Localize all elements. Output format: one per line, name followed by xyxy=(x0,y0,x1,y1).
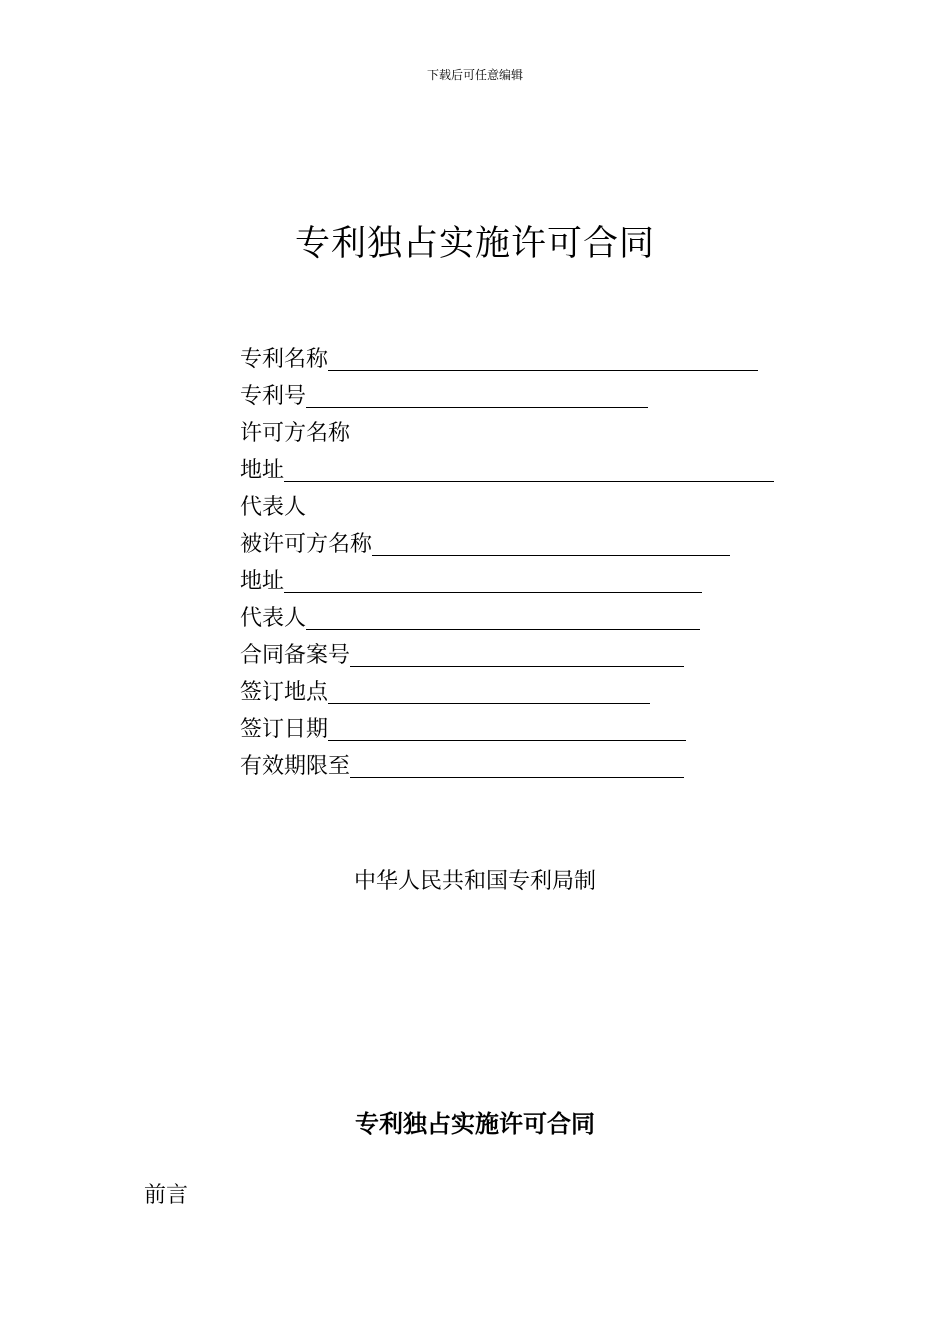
field-label: 代表人 xyxy=(240,606,307,631)
blank-line xyxy=(350,640,684,667)
field-licensor-name xyxy=(240,412,840,449)
header-note: 下载后可任意编辑 xyxy=(426,68,523,82)
cover-title: 专利独占实施许可合同 xyxy=(294,224,655,264)
field-signing-place xyxy=(240,671,840,708)
blank-line xyxy=(306,381,648,408)
field-licensee-address xyxy=(240,560,840,597)
blank-line xyxy=(328,714,686,741)
blank-line xyxy=(372,529,730,556)
field-label: 签订日期 xyxy=(240,717,329,742)
field-valid-until xyxy=(240,745,840,782)
field-licensee-representative xyxy=(240,597,840,634)
field-licensee-name xyxy=(240,523,840,560)
field-licensor-representative xyxy=(240,486,840,523)
cover-fields xyxy=(240,338,840,782)
blank-line xyxy=(284,455,774,482)
blank-line xyxy=(350,751,684,778)
field-label: 地址 xyxy=(240,458,285,483)
field-label: 合同备案号 xyxy=(240,643,351,668)
field-label: 代表人 xyxy=(240,495,307,520)
field-label: 专利名称 xyxy=(240,347,329,372)
field-contract-record-number xyxy=(240,634,840,671)
field-licensor-address xyxy=(240,449,840,486)
field-patent-name xyxy=(240,338,840,375)
body-title: 专利独占实施许可合同 xyxy=(355,1110,595,1138)
preface-heading: 前言 xyxy=(144,1183,189,1208)
blank-line xyxy=(284,566,702,593)
field-patent-number xyxy=(240,375,840,412)
field-label: 专利号 xyxy=(240,384,307,409)
field-signing-date xyxy=(240,708,840,745)
field-label: 有效期限至 xyxy=(240,754,351,779)
field-label: 被许可方名称 xyxy=(240,532,373,557)
field-label: 地址 xyxy=(240,569,285,594)
blank-line xyxy=(306,603,700,630)
issuer-line: 中华人民共和国专利局制 xyxy=(353,869,596,894)
field-label: 许可方名称 xyxy=(240,421,351,446)
blank-line xyxy=(328,344,758,371)
field-label: 签订地点 xyxy=(240,680,329,705)
blank-line xyxy=(328,677,650,704)
